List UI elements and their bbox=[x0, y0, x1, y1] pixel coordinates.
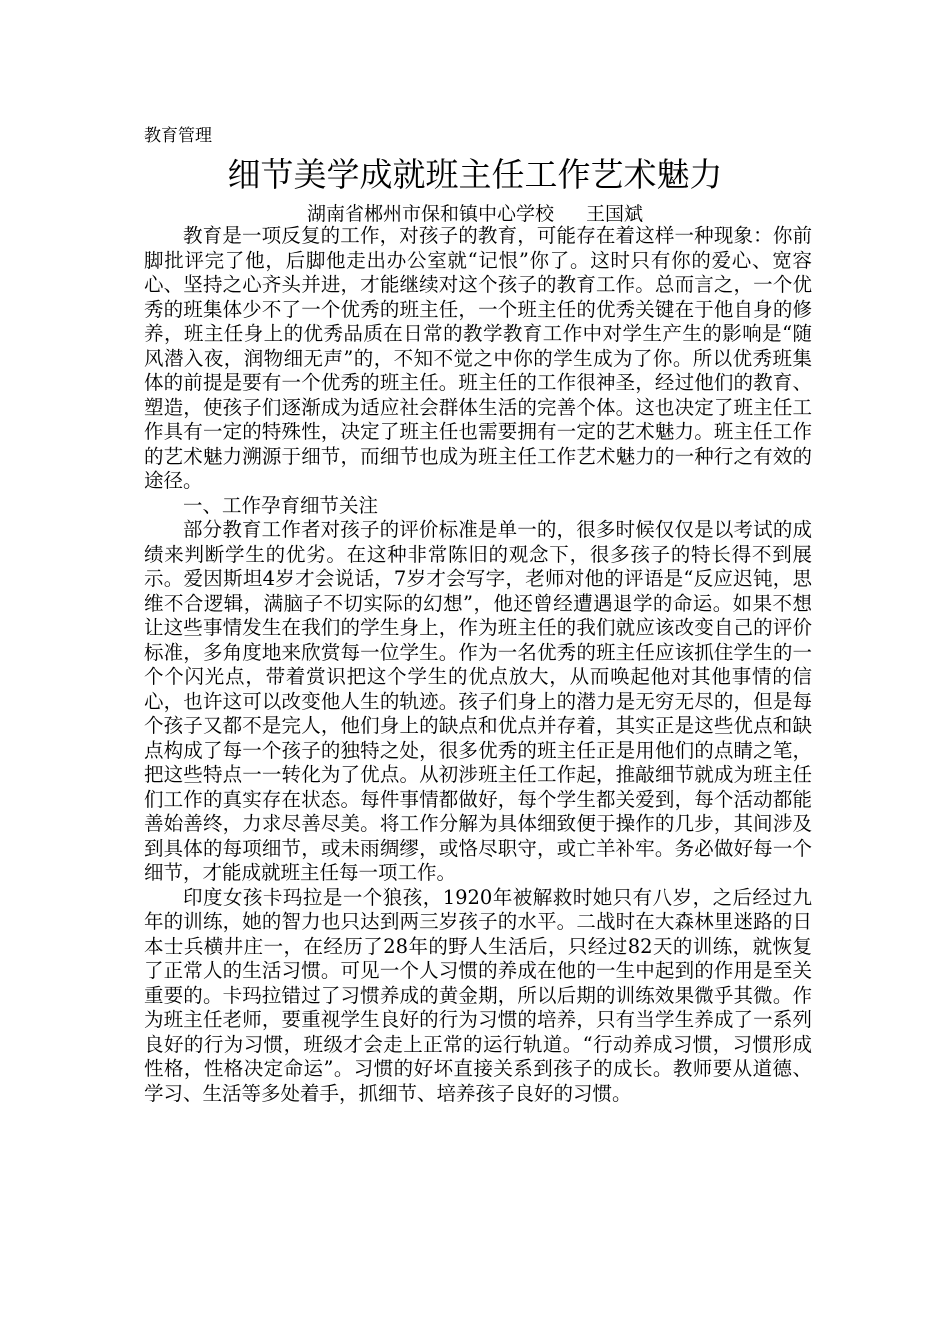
paragraph: 部分教育工作者对孩子的评价标准是单一的，很多时候仅仅是以考试的成绩来判断学生的优劣。在这种非常陈旧的观念下，很多孩子的特长得不到展示。爱因斯坦4岁才会说话，7岁才会写字，老师对他的评语是“反应迟钝，思维不合逻辑，满脑子不切实际的幻想”，他还曾经遭遇退学的命运。如果不想让这些事情发生在我们的学生身上，作为班主任的我们就应该改变自己的评价标准，多角度地来欣赏每一位学生。作为一名优秀的班主任应该抓住学生的一个个闪光点，带着赏识把这个学生的优点放大，从而唤起他对其他事情的信心，也许这可以改变他人生的轨迹。孩子们身上的潜力是无穷无尽的，但是每个孩子又都不是完人，他们身上的缺点和优点并存着，其实正是这些优点和缺点构成了每一个孩子的独特之处，很多优秀的班主任正是用他们的点睛之笔，把这些特点一一转化为了优点。从初涉班主任工作起，推敲细节就成为班主任们工作的真实存在状态。每件事情都做好，每个学生都关爱到，每个活动都能善始善终，力求尽善尽美。将工作分解为具体细致便于操作的几步，其间涉及到具体的每项细节，或未雨绸缪，或恪尽职守，或亡羊补牢。务必做好每一个细节，才能成就班主任每一项工作。 bbox=[144, 518, 812, 884]
paragraph: 印度女孩卡玛拉是一个狼孩，1920年被解救时她只有八岁，之后经过九年的训练，她的智力也只达到两三岁孩子的水平。二战时在大森林里迷路的日本士兵横井庄一，在经历了28年的野人生活后，只经过82天的训练，就恢复了正常人的生活习惯。可见一个人习惯的养成在他的一生中起到的作用是至关重要的。卡玛拉错过了习惯养成的黄金期，所以后期的训练效果微乎其微。作为班主任老师，要重视学生良好的行为习惯的培养，只有当学生养成了一系列良好的行为习惯，班级才会走上正常的运行轨道。“行动养成习惯，习惯形成性格，性格决定命运”。习惯的好坏直接关系到孩子的成长。教师要从道德、学习、生活等多处着手，抓细节、培养孩子良好的习惯。 bbox=[144, 885, 812, 1105]
section-heading: 一、工作孕育细节关注 bbox=[183, 493, 379, 517]
paragraph: 教育是一项反复的工作，对孩子的教育，可能存在着这样一种现象：你前脚批评完了他，后脚他走出办公室就“记恨”你了。这时只有你的爱心、宽容心、坚持之心齐头并进，才能继续对这个孩子的教育工作。总而言之，一个优秀的班集体少不了一个优秀的班主任，一个班主任的优秀关键在于他自身的修养，班主任身上的优秀品质在日常的教学教育工作中对学生产生的影响是“随风潜入夜，润物细无声”的，不知不觉之中你的学生成为了你。所以优秀班集体的前提是要有一个优秀的班主任。班主任的工作很神圣，经过他们的教育、塑造，使孩子们逐渐成为适应社会群体生活的完善个体。这也决定了班主任工作具有一定的特殊性，决定了班主任也需要拥有一定的艺术魅力。班主任工作的艺术魅力溯源于细节，而细节也成为班主任工作艺术魅力的一种行之有效的途径。 bbox=[144, 224, 812, 492]
article-body bbox=[144, 224, 812, 1106]
school-name: 湖南省郴州市保和镇中心学校 bbox=[306, 203, 554, 225]
category-label: 教育管理 bbox=[144, 126, 212, 146]
article-title: 细节美学成就班主任工作艺术魅力 bbox=[227, 155, 723, 194]
byline bbox=[0, 202, 950, 226]
author-name: 王国斌 bbox=[586, 203, 644, 225]
